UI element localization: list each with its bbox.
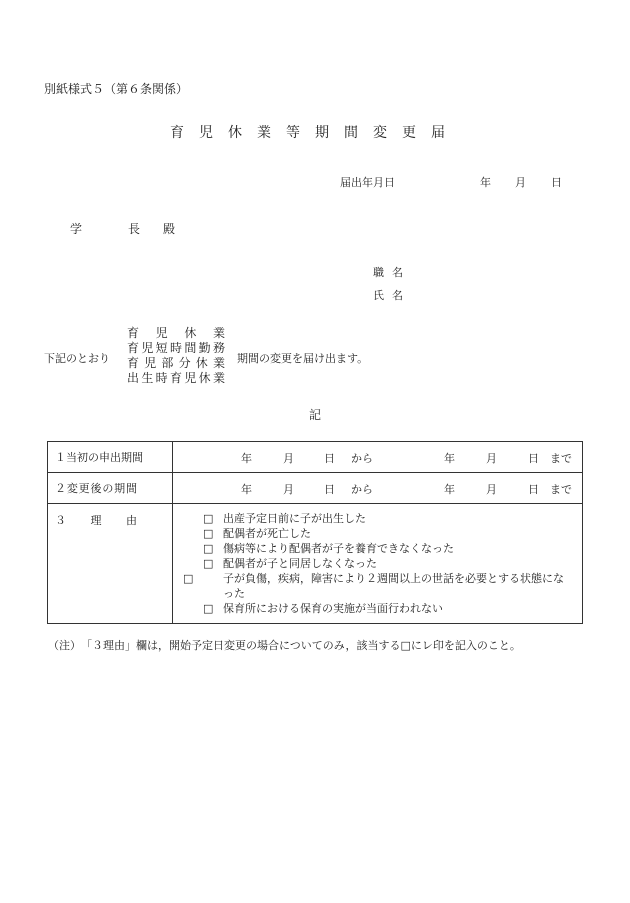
list-item — [203, 541, 574, 556]
period-day-unit: 日 — [324, 483, 335, 496]
name-label: 氏名 — [373, 289, 411, 302]
list-item — [203, 556, 574, 571]
checkbox-icon[interactable]: □ — [203, 542, 214, 555]
period-year-unit: 年 — [444, 483, 455, 496]
list-item — [203, 601, 574, 616]
period-to: まで — [550, 452, 572, 465]
reason-list — [173, 504, 583, 624]
checkbox-icon[interactable]: □ — [183, 572, 194, 585]
original-period-field[interactable] — [173, 442, 583, 473]
period-year-unit: 年 — [444, 452, 455, 465]
addressee-part1: 学 — [70, 222, 83, 236]
reason-text: 傷病等により配偶者が子を養育できなくなった — [223, 542, 454, 555]
details-table — [47, 441, 583, 624]
period-from: から — [351, 452, 373, 465]
notice-prefix: 下記のとおり — [44, 352, 110, 365]
period-month-unit: 月 — [283, 483, 294, 496]
submission-date-year: 年 — [480, 176, 491, 189]
original-period-label: １当初の申出期間 — [48, 442, 173, 473]
table-row — [48, 442, 583, 473]
ki-heading: 記 — [308, 408, 321, 422]
checkbox-icon[interactable]: □ — [203, 527, 214, 540]
leave-type-item: 育児休業 — [127, 326, 225, 340]
addressee-honorific: 殿 — [163, 222, 176, 236]
period-month-unit: 月 — [486, 452, 497, 465]
document-title: 育児休業等期間変更届 — [170, 125, 460, 141]
period-day-unit: 日 — [528, 483, 539, 496]
period-month-unit: 月 — [283, 452, 294, 465]
leave-type-item: 育児短時間勤務 — [127, 341, 225, 355]
period-year-unit: 年 — [241, 452, 252, 465]
reason-label: ３理由 — [55, 514, 137, 527]
submission-date-day: 日 — [551, 176, 562, 189]
period-to: まで — [550, 483, 572, 496]
changed-period-label: ２変更後の期間 — [55, 482, 137, 495]
leave-type-item: 出生時育児休業 — [127, 371, 225, 385]
leave-type-list — [127, 326, 225, 386]
addressee-part2: 長 — [128, 222, 141, 236]
reason-text: 配偶者が死亡した — [223, 527, 311, 540]
job-title-label: 職名 — [373, 266, 411, 279]
checkbox-icon[interactable]: □ — [203, 602, 214, 615]
changed-period-field[interactable] — [173, 473, 583, 504]
footnote: （注） 「３理由」欄は，開始予定日変更の場合についてのみ，該当する□にレ印を記入のこと。 — [48, 639, 521, 652]
reason-text: 子が負傷，疾病，障害により２週間以上の世話を必要とする状態になった — [223, 572, 564, 600]
leave-type-item: 育児部分休業 — [127, 356, 225, 370]
period-day-unit: 日 — [528, 452, 539, 465]
checkbox-icon[interactable]: □ — [203, 512, 214, 525]
submission-date-month: 月 — [515, 176, 526, 189]
notice-suffix: 期間の変更を届け出ます。 — [237, 352, 369, 365]
form-reference: 別紙様式５（第６条関係） — [44, 82, 189, 96]
list-item — [183, 571, 574, 601]
period-day-unit: 日 — [324, 452, 335, 465]
reason-text: 配偶者が子と同居しなくなった — [223, 557, 377, 570]
list-item — [203, 511, 574, 526]
period-year-unit: 年 — [241, 483, 252, 496]
checkbox-icon[interactable]: □ — [203, 557, 214, 570]
period-month-unit: 月 — [486, 483, 497, 496]
reason-text: 出産予定日前に子が出生した — [223, 512, 366, 525]
submission-date-label: 届出年月日 — [340, 176, 395, 189]
period-from: から — [351, 483, 373, 496]
reason-text: 保育所における保育の実施が当面行われない — [223, 602, 443, 615]
table-row — [48, 473, 583, 504]
table-row — [48, 504, 583, 624]
list-item — [203, 526, 574, 541]
